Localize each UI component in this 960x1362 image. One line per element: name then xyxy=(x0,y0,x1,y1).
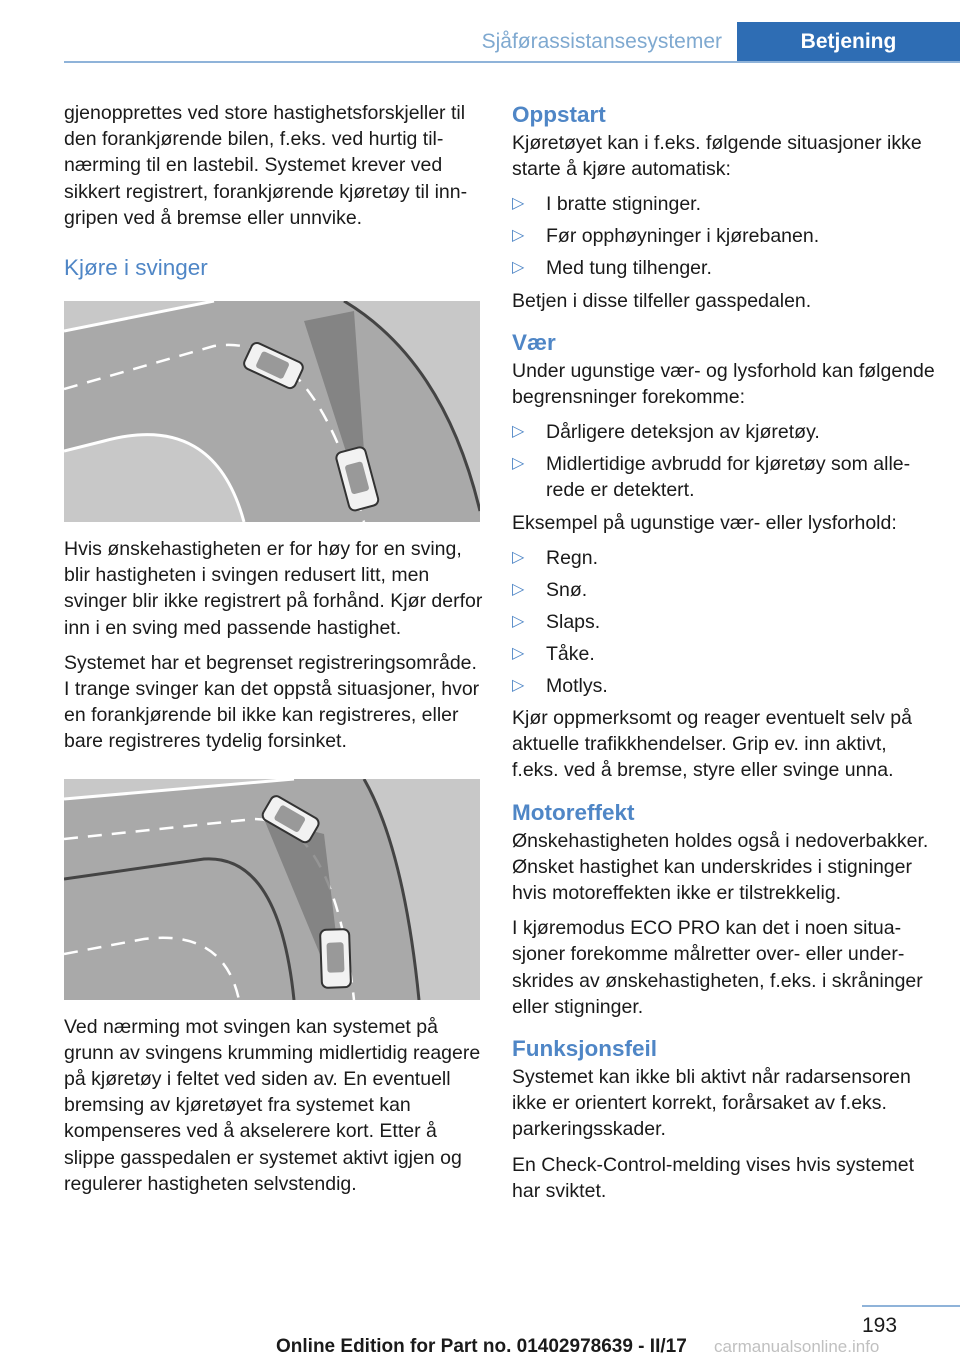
paragraph: I kjøremodus ECO PRO kan det i noen situasjoner forekomme målretter over- eller underskrides av ønskehastigheten, f.eks. i skråninger eller stigninger. xyxy=(512,917,923,1018)
paragraph: Kjør oppmerksomt og reager eventuelt selv på aktuelle trafikkhendelser. Grip ev. inn aktivt, f.eks. ved å bremse, styre eller svinge unna. xyxy=(512,707,912,782)
bullet-list xyxy=(512,191,937,281)
page-header xyxy=(0,0,960,64)
section-heading: Kjøre i svinger xyxy=(64,255,208,281)
footer-rule xyxy=(862,1305,960,1307)
paragraph: gjenopprettes ved store hastighetsforskjeller til den forankjørende bilen, f.eks. ved hurtig tilnærming til en lastebil. Systemet krever ved sikkert registrert, forankjørende kjøretøy til inngripen ved å bremse eller unnvike. xyxy=(64,102,468,229)
curve-illustration-1 xyxy=(64,301,480,522)
left-column xyxy=(64,100,484,1206)
triangle-bullet-icon: ▷ xyxy=(512,644,525,662)
triangle-bullet-icon: ▷ xyxy=(512,227,525,245)
list-item: ▷ Før opphøyninger i kjørebanen. xyxy=(512,225,820,248)
paragraph: Ved nærming mot svingen kan systemet på grunn av svingens krumming midlertidig reagere på kjøretøy i feltet ved siden av. En eventuell bremsing av kjøretøyet fra systemet kan kompenseres ved å akselerere kort. Etter å slippe gasspedalen er systemet aktivt igjen og regulerer hastigheten selvstendig. xyxy=(64,1015,481,1195)
section-title: Sjåførassistansesystemer xyxy=(481,30,722,53)
list-item: ▷ Regn. xyxy=(512,546,599,569)
list-item: ▷ Midlertidige avbrudd for kjøretøy som allerede er detektert. xyxy=(512,453,911,502)
triangle-bullet-icon: ▷ xyxy=(512,195,525,213)
curve-illustration-2 xyxy=(64,779,480,1000)
chapter-tab: Betjening xyxy=(737,22,960,62)
list-item: ▷ Slaps. xyxy=(512,610,601,633)
paragraph: En Check-Control-melding vises hvis systemet har sviktet. xyxy=(512,1153,915,1202)
triangle-bullet-icon: ▷ xyxy=(512,612,525,630)
watermark: carmanualsonline.info xyxy=(714,1337,880,1356)
list-item: ▷ I bratte stigninger. xyxy=(512,193,702,216)
paragraph: Betjen i disse tilfeller gasspedalen. xyxy=(512,289,812,312)
subheading-oppstart: Oppstart xyxy=(512,102,606,127)
list-item: ▷ Tåke. xyxy=(512,642,595,665)
paragraph: Systemet kan ikke bli aktivt når radarsensoren ikke er orientert korrekt, forårsaket av f.eks. parkeringsskader. xyxy=(512,1066,911,1141)
triangle-bullet-icon: ▷ xyxy=(512,580,525,598)
bullet-list xyxy=(512,419,937,503)
paragraph: Under ugunstige vær- og lysforhold kan følgende begrensninger forekomme: xyxy=(512,359,935,409)
list-item: ▷ Med tung tilhenger. xyxy=(512,257,712,280)
right-column xyxy=(512,100,937,1213)
paragraph: Systemet har et begrenset registreringsområde. I trange svinger kan det oppstå situasjoner, hvor en forankjørende bil ikke kan registreres, eller bare registreres tydelig forsinket. xyxy=(64,651,480,753)
list-item: ▷ Motlys. xyxy=(512,674,608,697)
triangle-bullet-icon: ▷ xyxy=(512,676,525,694)
paragraph: Ønskehastigheten holdes også i nedoverbakker. Ønsket hastighet kan underskrides i stigninger hvis motoreffekten ikke er tilstrekkelig. xyxy=(512,829,929,905)
subheading-motoreffekt: Motoreffekt xyxy=(512,799,635,825)
edition-note: Online Edition for Part no. 01402978639 - II/17 xyxy=(276,1336,687,1357)
paragraph: Eksempel på ugunstige vær- eller lysforhold: xyxy=(512,511,897,534)
subheading-vaer: Vær xyxy=(512,329,556,355)
paragraph: Hvis ønskehastigheten er for høy for en sving, blir hastigheten i svingen redusert litt, men svinger blir ikke registrert på forhånd. Kjør derfor inn i en sving med passende hastighet. xyxy=(64,538,483,639)
list-item: ▷ Snø. xyxy=(512,578,588,601)
triangle-bullet-icon: ▷ xyxy=(512,455,525,473)
subheading-funksjonsfeil: Funksjonsfeil xyxy=(512,1036,658,1062)
triangle-bullet-icon: ▷ xyxy=(512,259,525,277)
list-item: ▷ Dårligere deteksjon av kjøretøy. xyxy=(512,421,820,444)
triangle-bullet-icon: ▷ xyxy=(512,423,525,441)
bullet-list xyxy=(512,545,937,699)
paragraph: Kjøretøyet kan i f.eks. følgende situasjoner ikke starte å kjøre automatisk: xyxy=(512,132,922,181)
header-rule xyxy=(64,61,960,63)
page-number: 193 xyxy=(862,1314,898,1337)
triangle-bullet-icon: ▷ xyxy=(512,548,525,566)
